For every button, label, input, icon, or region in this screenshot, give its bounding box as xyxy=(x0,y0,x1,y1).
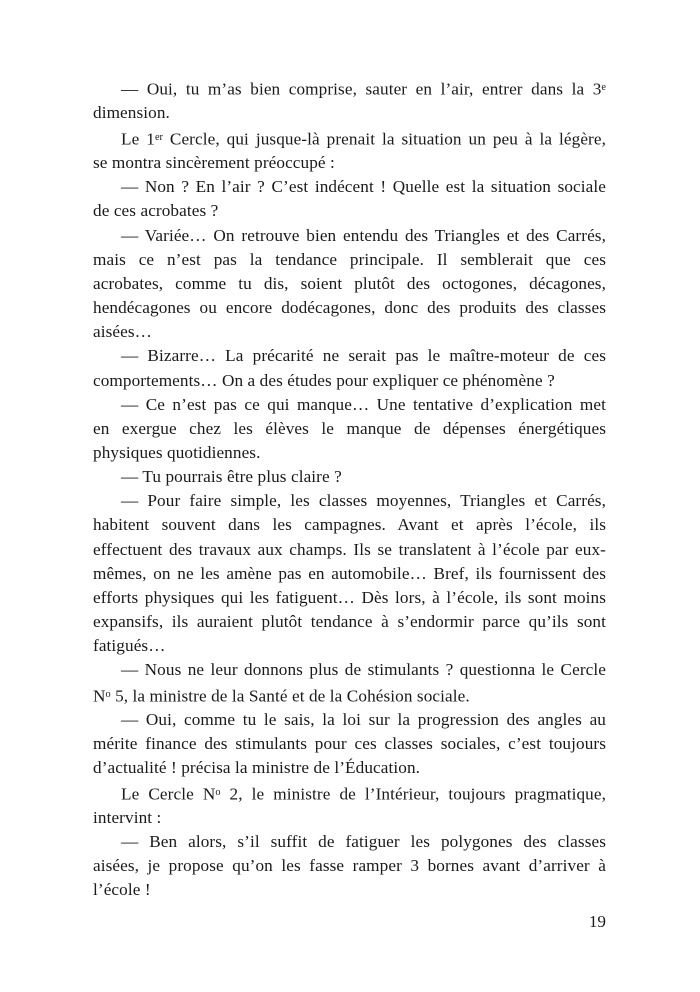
line-text: Le 1 xyxy=(121,128,155,148)
text-line xyxy=(93,199,606,223)
text-line xyxy=(93,126,606,151)
text-line xyxy=(93,513,606,537)
text-line xyxy=(93,854,606,878)
text-line xyxy=(93,248,606,272)
line-text: l’école ! xyxy=(93,880,151,900)
line-text: Cercle, qui jusque-là prenait la situation un peu à la légère, xyxy=(162,128,607,148)
line-text: habitent souvent dans les campagnes. Avant et après l’école, ils xyxy=(93,515,606,535)
line-text: Le Cercle N xyxy=(121,783,216,803)
line-text: — Pour faire simple, les classes moyennes, Triangles et Carrés, xyxy=(121,491,606,511)
text-line xyxy=(93,175,606,199)
text-line xyxy=(93,320,606,344)
text-line xyxy=(93,878,606,902)
text-line xyxy=(93,224,606,248)
text-line xyxy=(93,806,606,830)
line-text: 5, la ministre de la Santé et de la Cohésion sociale. xyxy=(110,685,470,705)
line-text: acrobates, comme tu dis, soient plutôt des octogones, décagones, xyxy=(93,273,606,293)
line-text: — Oui, tu m’as bien comprise, sauter en l’air, entrer dans la 3 xyxy=(121,79,602,99)
text-line xyxy=(93,610,606,634)
line-text: N xyxy=(93,685,106,705)
line-text: fatigués… xyxy=(93,636,166,656)
text-line xyxy=(93,634,606,658)
line-text: en exergue chez les élèves le manque de dépenses énergétiques xyxy=(93,418,606,438)
text-line xyxy=(93,732,606,756)
line-text: mêmes, on ne les amène pas en automobile… Bref, ils fournissent des xyxy=(93,563,606,583)
line-text: expansifs, ils auraient plutôt tendance à s’endormir parce qu’ils sont xyxy=(93,612,606,632)
text-line xyxy=(93,76,606,101)
text-line xyxy=(93,417,606,441)
text-line xyxy=(93,489,606,513)
text-line xyxy=(93,538,606,562)
text-line xyxy=(93,708,606,732)
superscript-text: o xyxy=(105,688,111,700)
line-text: effectuent des travaux aux champs. Ils se translatent à l’école par eux- xyxy=(93,539,606,559)
line-text: efforts physiques qui les fatiguent… Dès lors, à l’école, ils sont moins xyxy=(93,587,606,607)
page-text xyxy=(93,76,606,903)
line-text: intervint : xyxy=(93,808,162,827)
line-text: de ces acrobates ? xyxy=(93,201,219,221)
text-line xyxy=(93,441,606,465)
text-line xyxy=(93,658,606,682)
text-line xyxy=(93,830,606,854)
page-number: 19 xyxy=(588,912,606,931)
line-text: — Nous ne leur donnons plus de stimulants ? questionna le Cercle xyxy=(121,660,606,680)
text-line xyxy=(93,272,606,296)
line-text: physiques quotidiennes. xyxy=(93,443,261,462)
line-text: se montra sincèrement préoccupé : xyxy=(93,153,335,173)
superscript-text: er xyxy=(154,131,163,143)
text-line xyxy=(93,393,606,417)
superscript-text: e xyxy=(601,82,606,93)
line-text: mais ce n’est pas la tendance principale. Il semblerait que ces xyxy=(93,249,606,269)
line-text: aisées, je propose qu’on les fasse ramper 3 bornes avant d’arriver à xyxy=(93,856,606,876)
line-text: dimension. xyxy=(93,103,170,123)
line-text: — Ben alors, s’il suffit de fatiguer les polygones des classes xyxy=(121,832,606,852)
text-line xyxy=(93,344,606,368)
line-text: mérite finance des stimulants pour ces classes sociales, c’est toujours xyxy=(93,734,606,754)
text-line xyxy=(93,296,606,320)
line-text: d’actualité ! précisa la ministre de l’Éducation. xyxy=(93,758,421,778)
text-line xyxy=(93,101,606,125)
superscript-text: o xyxy=(215,786,221,798)
line-text: — Tu pourrais être plus claire ? xyxy=(121,467,342,487)
line-text: aisées… xyxy=(93,322,152,342)
text-line xyxy=(93,465,606,489)
text-line xyxy=(93,586,606,610)
line-text: — Variée… On retrouve bien entendu des Triangles et des Carrés, xyxy=(121,225,606,245)
text-line xyxy=(93,756,606,780)
line-text: — Bizarre… La précarité ne serait pas le maître-moteur de ces xyxy=(121,346,606,366)
text-line xyxy=(93,369,606,393)
line-text: — Ce n’est pas ce qui manque… Une tentative d’explication met xyxy=(121,394,606,414)
line-text: comportements… On a des études pour expliquer ce phénomène ? xyxy=(93,370,555,390)
text-line xyxy=(93,683,606,708)
line-text: hendécagones ou encore dodécagones, donc des produits des classes xyxy=(93,298,606,318)
line-text: 2, le ministre de l’Intérieur, toujours pragmatique, xyxy=(220,783,606,803)
text-line xyxy=(93,151,606,175)
line-text: — Non ? En l’air ? C’est indécent ! Quelle est la situation sociale xyxy=(121,177,606,197)
text-line xyxy=(93,562,606,586)
text-line xyxy=(93,781,606,806)
line-text: — Oui, comme tu le sais, la loi sur la progression des angles au xyxy=(121,710,606,730)
